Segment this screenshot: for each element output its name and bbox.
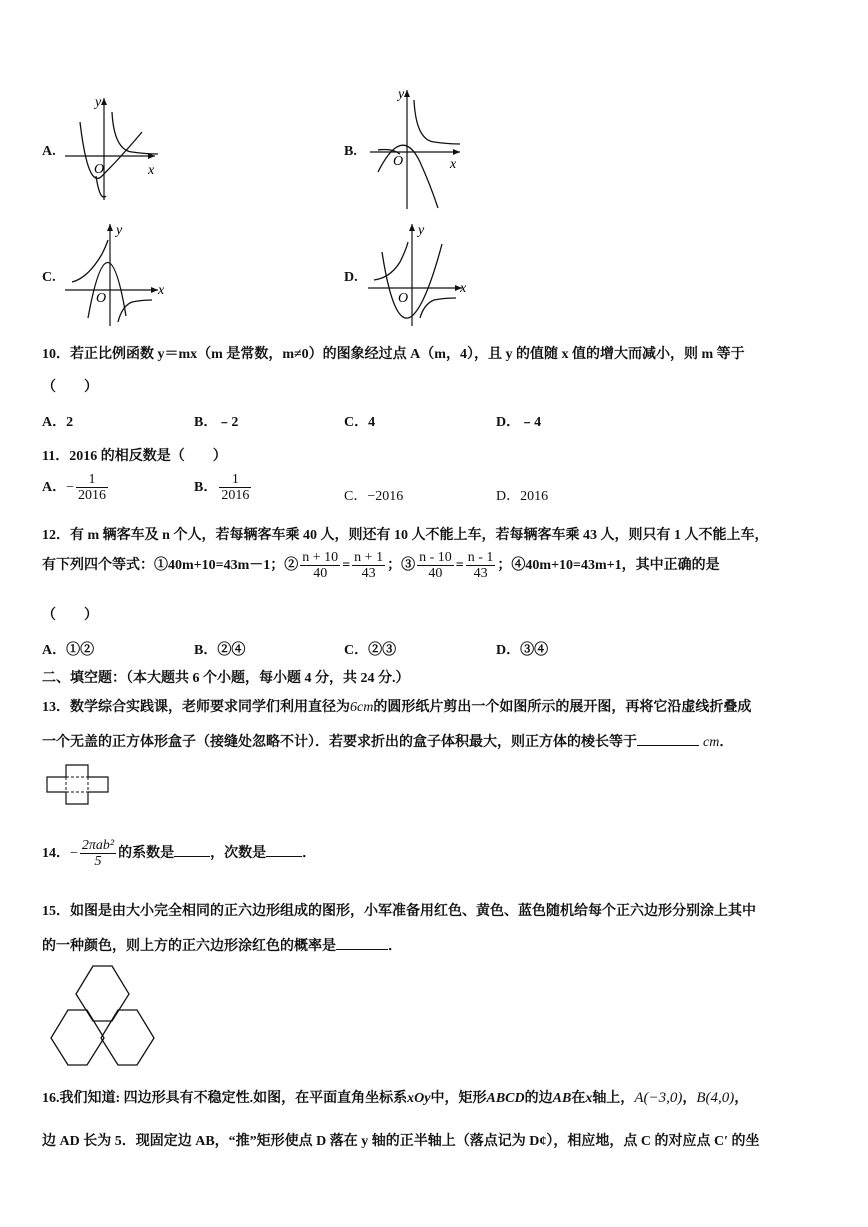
option-d-label: D. (344, 270, 358, 285)
svg-text:y: y (398, 87, 405, 102)
option-c-label: C. (42, 270, 56, 285)
q12-option-c: C．②③ (344, 643, 397, 658)
svg-text:x: x (148, 163, 155, 178)
option-d-graph (360, 218, 470, 328)
option-b-label: B. (344, 144, 357, 159)
q11-option-b: B． $\frac{1}{2016}$ (194, 472, 250, 504)
q14: 14．− $\frac{\text{2πab²}}{5}$ 的系数是 ，次数是 ． (42, 838, 317, 870)
option-a-label: A. (42, 144, 56, 159)
q13-line1: 13．数学综合实践课，老师要求同学们利用直径为6cm的圆形纸片剪出一个如图所示的展开图，再将它沿虚线折叠成 (42, 700, 752, 715)
q12-option-d: D．③④ (496, 643, 549, 658)
svg-text:x: x (158, 283, 165, 298)
q16-line1: 16.我们知道: 四边形具有不稳定性.如图，在平面直角坐标系xOy中，矩形ABCD的边AB在x轴上，A(−3,0)，B(4,0)， (42, 1090, 749, 1106)
q11-option-c: C．−2016 (344, 489, 404, 504)
q11-text: 11．2016 的相反数是（ ） (42, 449, 227, 464)
q12-paren: （ ） (42, 608, 98, 623)
svg-text:y: y (418, 223, 425, 238)
q10-option-a: A．2 (42, 415, 74, 430)
q13-line2: 一个无盖的正方体形盒子（接缝处忽略不计）．若要求折出的盒子体积最大，则正方体的棱长等于 cm． (42, 735, 734, 750)
svg-text:x: x (460, 281, 467, 296)
q15-line1: 15．如图是由大小完全相同的正六边形组成的图形，小军准备用红色、黄色、蓝色随机给每个正六边形分别涂上其中 (42, 904, 756, 919)
q12-line2: 有下列四个等式：①40m+10=43m－1；② $\frac{n + 10}{40}$ = $\frac{n + 1}{43}$ ；③ $\frac{n - 10}{40}$ = $\frac{n - 1}{43}$ ；④40m+10=43m+1，其中正确的是 (42, 550, 720, 582)
q13-cube-net-figure (46, 764, 110, 806)
q16-line2: 边 AD 长为 5．现固定边 AB，“推”矩形使点 D 落在 y 轴的正半轴上（落点记为 D¢），相应地，点 C 的对应点 C′ 的坐 (42, 1134, 760, 1149)
svg-text:O: O (96, 291, 107, 306)
svg-text:O: O (94, 162, 105, 177)
option-b-graph (360, 84, 470, 212)
q10-option-d: D．﹣4 (496, 415, 542, 430)
svg-text:O: O (393, 154, 404, 169)
q10-option-c: C．4 (344, 415, 376, 430)
q10-paren: （ ） (42, 380, 98, 395)
q12-option-b: B．②④ (194, 643, 246, 658)
q10-text: 10．若正比例函数 y＝mx（m 是常数，m≠0）的图象经过点 A（m，4），且 y 的值随 x 值的增大而减小，则 m 等于 (42, 347, 745, 362)
q10-option-b: B．﹣2 (194, 415, 239, 430)
svg-text:y: y (95, 95, 102, 110)
q15-hexagon-figure (48, 964, 158, 1068)
q13-answer-blank (637, 745, 699, 746)
section-2-heading: 二、填空题：（本大题共 6 个小题，每小题 4 分，共 24 分.） (42, 671, 410, 686)
option-c-graph (60, 218, 170, 328)
q15-line2: 的一种颜色，则上方的正六边形涂红色的概率是 ． (42, 939, 402, 954)
q11-option-a: A．− $\frac{1}{2016}$ (42, 472, 107, 504)
q11-option-d: D．2016 (496, 489, 549, 504)
svg-text:O: O (398, 291, 409, 306)
q12-line1: 12．有 m 辆客车及 n 个人，若每辆客车乘 40 人，则还有 10 人不能上车，若每辆客车乘 43 人，则只有 1 人不能上车， (42, 528, 769, 543)
q15-answer-blank (336, 949, 388, 950)
svg-text:y: y (116, 223, 123, 238)
svg-text:x: x (450, 157, 457, 172)
q14-degree-blank (266, 856, 302, 857)
option-a-graph (60, 92, 170, 202)
q12-option-a: A．①② (42, 643, 95, 658)
q14-coefficient-blank (174, 856, 210, 857)
